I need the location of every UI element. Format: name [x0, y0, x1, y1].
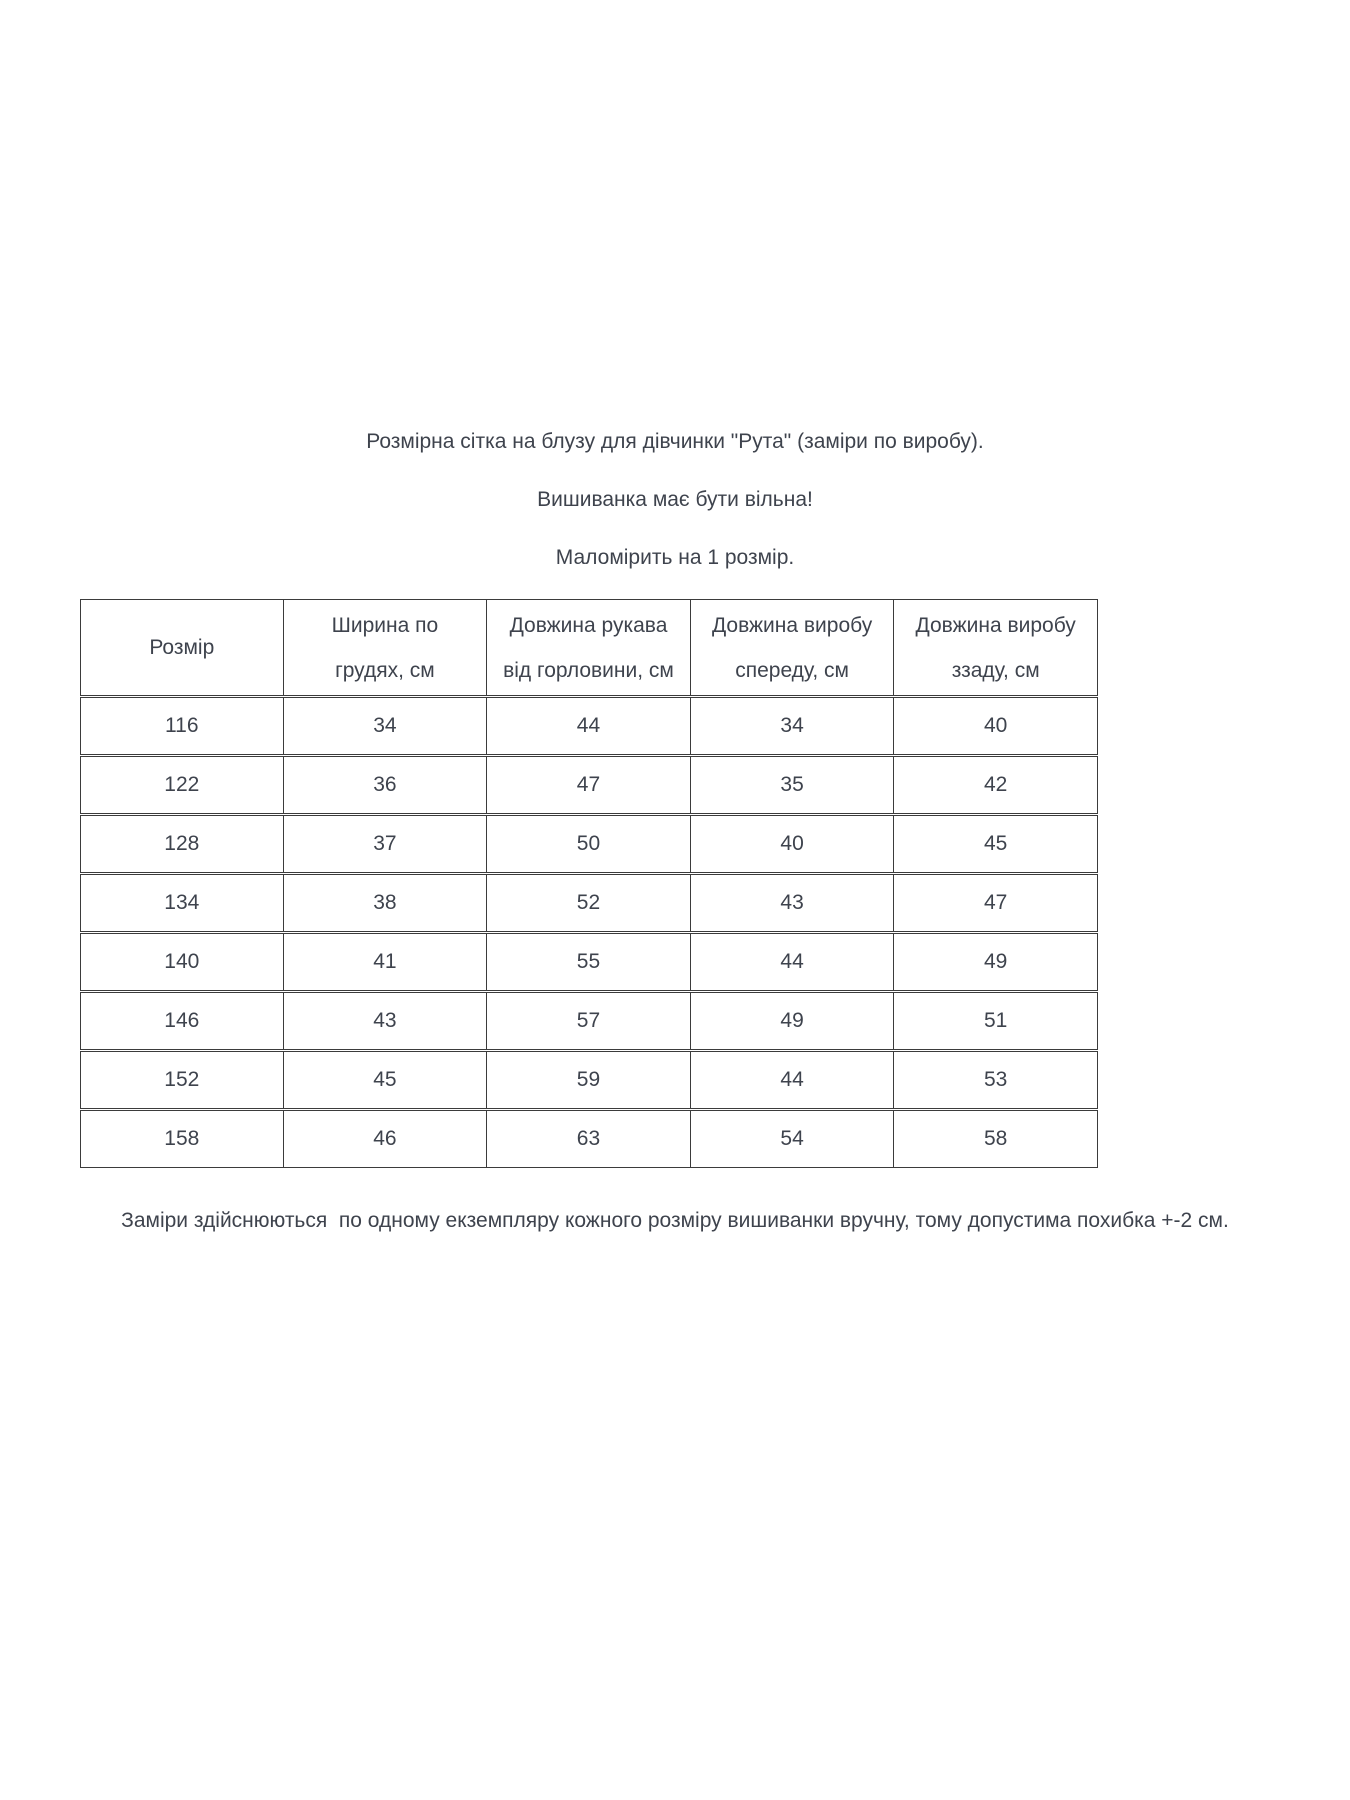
table-cell: 45 [894, 815, 1098, 873]
table-cell: 35 [691, 756, 895, 814]
table-cell: 152 [80, 1051, 284, 1109]
table-cell: 116 [80, 697, 284, 755]
table-cell: 47 [487, 756, 691, 814]
table-cell: 140 [80, 933, 284, 991]
size-table-body [80, 697, 1098, 1168]
table-cell: 43 [284, 992, 488, 1050]
table-cell: 122 [80, 756, 284, 814]
table-cell: 52 [487, 874, 691, 932]
table-cell: 51 [894, 992, 1098, 1050]
column-header: Довжина виробу ззаду, см [894, 599, 1098, 696]
column-header: Довжина виробу спереду, см [691, 599, 895, 696]
table-row [80, 874, 1098, 932]
measurement-disclaimer: Заміри здійснюються по одному екземпляру кожного розміру вишиванки вручну, тому допустима похибка +-2 см. [121, 1209, 1229, 1232]
table-cell: 146 [80, 992, 284, 1050]
table-cell: 41 [284, 933, 488, 991]
table-cell: 49 [894, 933, 1098, 991]
table-cell: 53 [894, 1051, 1098, 1109]
size-table [80, 598, 1098, 1169]
table-cell: 59 [487, 1051, 691, 1109]
table-cell: 40 [691, 815, 895, 873]
table-cell: 45 [284, 1051, 488, 1109]
table-cell: 42 [894, 756, 1098, 814]
column-header: Ширина по грудях, см [284, 599, 488, 696]
table-row [80, 815, 1098, 873]
table-cell: 47 [894, 874, 1098, 932]
page-subtitle: Вишиванка має бути вільна! [537, 488, 813, 511]
table-cell: 38 [284, 874, 488, 932]
table-cell: 44 [487, 697, 691, 755]
table-cell: 34 [691, 697, 895, 755]
table-cell: 158 [80, 1110, 284, 1168]
table-row [80, 756, 1098, 814]
table-row [80, 1051, 1098, 1109]
column-header: Довжина рукава від горловини, см [487, 599, 691, 696]
table-cell: 46 [284, 1110, 488, 1168]
table-row [80, 1110, 1098, 1168]
size-table-head [80, 599, 1098, 696]
table-cell: 44 [691, 1051, 895, 1109]
table-cell: 44 [691, 933, 895, 991]
table-cell: 54 [691, 1110, 895, 1168]
page-title: Розмірна сітка на блузу для дівчинки "Рута" (заміри по виробу). [366, 430, 984, 453]
table-cell: 50 [487, 815, 691, 873]
fit-note: Маломірить на 1 розмір. [555, 546, 795, 569]
table-cell: 49 [691, 992, 895, 1050]
column-header: Розмір [80, 599, 284, 696]
table-row [80, 697, 1098, 755]
table-cell: 55 [487, 933, 691, 991]
table-row [80, 992, 1098, 1050]
table-cell: 34 [284, 697, 488, 755]
table-cell: 36 [284, 756, 488, 814]
table-cell: 63 [487, 1110, 691, 1168]
table-row [80, 933, 1098, 991]
table-cell: 128 [80, 815, 284, 873]
table-cell: 43 [691, 874, 895, 932]
table-cell: 58 [894, 1110, 1098, 1168]
header-row [80, 599, 1098, 696]
table-cell: 37 [284, 815, 488, 873]
table-cell: 40 [894, 697, 1098, 755]
table-cell: 57 [487, 992, 691, 1050]
table-cell: 134 [80, 874, 284, 932]
